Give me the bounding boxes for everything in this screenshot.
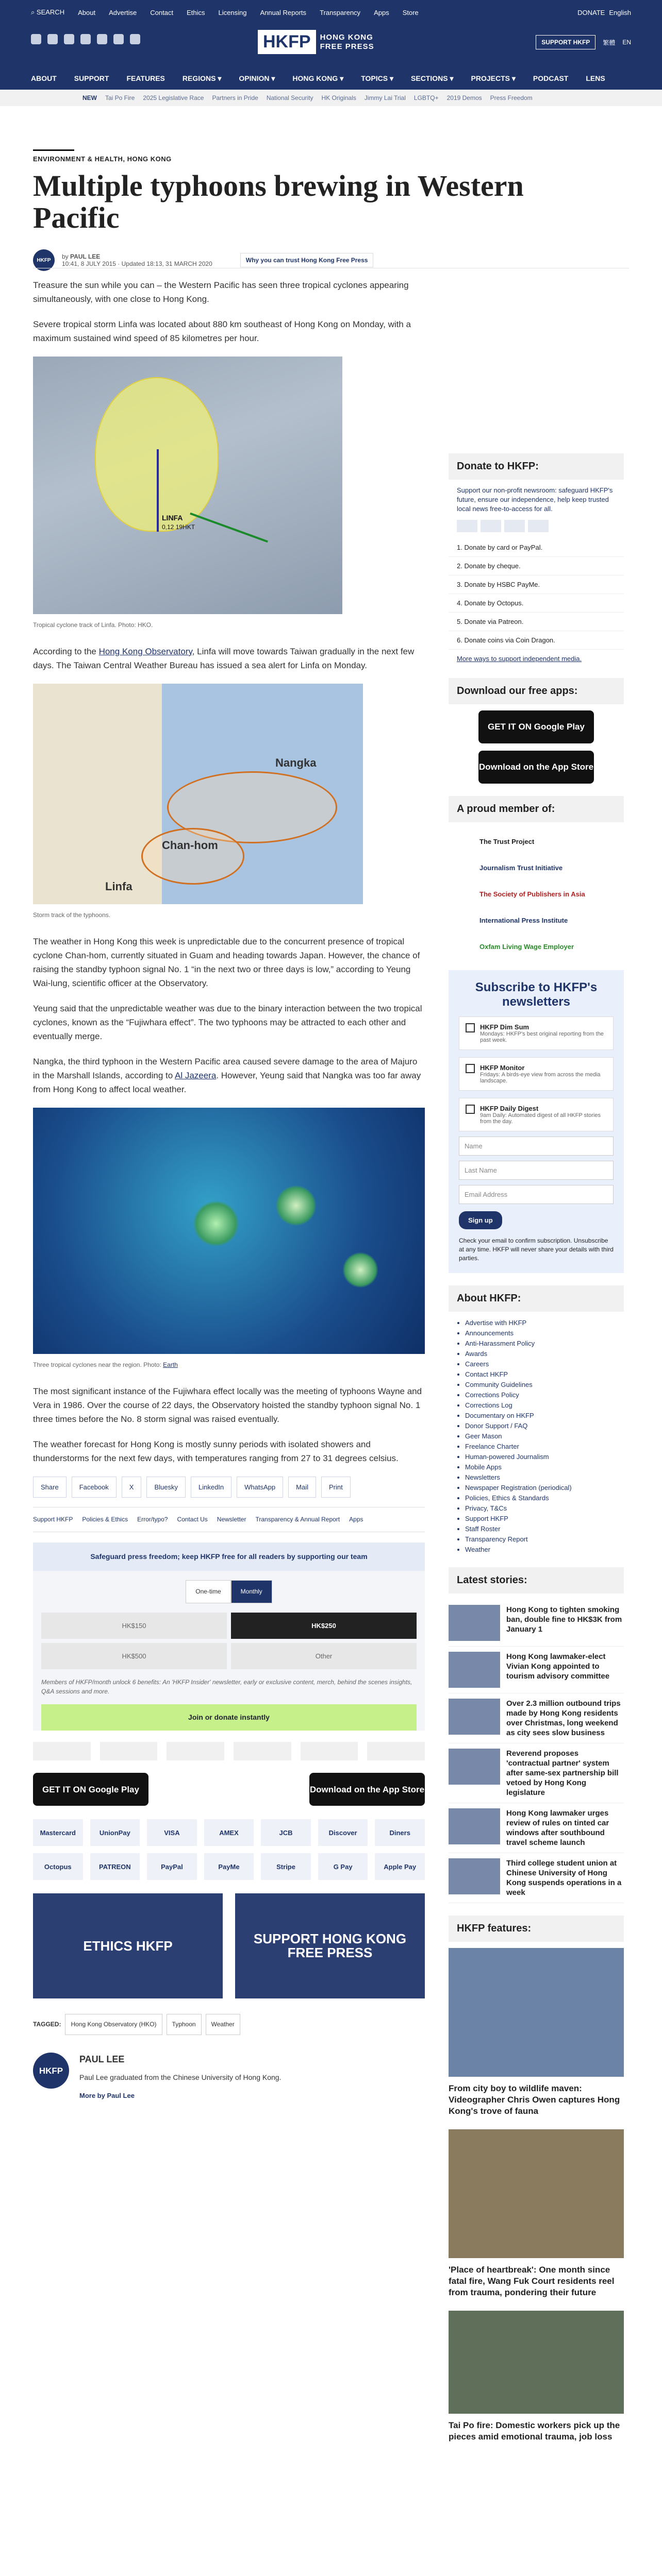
partner-logo[interactable] (301, 1742, 358, 1760)
lang-zh-link[interactable]: 繁體 (603, 39, 616, 46)
article-dates: 10:41, 8 JULY 2015 · Updated 18:13, 31 MARCH 2020 (62, 260, 212, 267)
story-thumbnail[interactable] (449, 1699, 500, 1735)
frequency-toggle (33, 1580, 425, 1603)
about-list (449, 1318, 624, 1555)
trending-link[interactable]: Jimmy Lai Trial (364, 94, 406, 101)
header-rule (33, 149, 74, 151)
monthly-tab[interactable]: Monthly (231, 1580, 272, 1603)
tags (33, 2014, 425, 2035)
top-link[interactable]: Apps (374, 8, 389, 16)
latest-heading: Latest stories: (449, 1567, 624, 1594)
paragraph: The weather in Hong Kong this week is unpredictable due to the concurrent presence of tropical cyclone Chan-hom, currently situated in Guam and heading towards Japan. However, the chance of raising the standby typhoon signal No. 1 “in the next two or three days is low,” according to Yeung Wai-lung, scientific officer at the Observatory. (33, 937, 420, 988)
promo-banners (33, 1893, 425, 1998)
rss-icon[interactable] (130, 34, 140, 44)
payment-logo: Diners (375, 1819, 425, 1846)
about-link[interactable]: • Donor Support / FAQ (465, 1421, 624, 1431)
menu-item[interactable]: PODCAST (533, 74, 569, 82)
app-store-button[interactable]: Download on the App Store (478, 751, 594, 784)
footer-link[interactable]: Apps (349, 1516, 363, 1523)
caption: Tropical cyclone track of Linfa. Photo: HKO. (33, 621, 153, 629)
author-avatar[interactable]: HKFP (33, 249, 55, 271)
footer-link[interactable]: Newsletter (217, 1516, 246, 1523)
whatsapp-share-button[interactable]: WhatsApp (237, 1477, 283, 1498)
feature-story[interactable]: 'Place of heartbreak': One month since fatal fire, Wang Fuk Court residents reel from trauma, pondering their future (449, 2129, 624, 2298)
donate-sidebar-heading: Donate to HKFP: (449, 453, 624, 480)
linkedin-share-button[interactable]: LinkedIn (191, 1477, 231, 1498)
trending-link[interactable]: Press Freedom (490, 94, 533, 101)
map-label: Linfa (105, 880, 133, 893)
member-benefits: Members of HKFP/month unlock 6 benefits: An 'HKFP Insider' newsletter, early or exclusive content, merch, behind the scenes insights, Q&A sessions and more. (41, 1679, 412, 1695)
payment-logo: JCB (261, 1819, 311, 1846)
article-body (33, 278, 425, 2103)
about-link[interactable]: • Policies, Ethics & Standards (465, 1493, 624, 1503)
paragraph: Nangka, the third typhoon in the Western Pacific area caused severe damage to the area of Majuro in the Marshall Islands, according to Al Jazeera. However, Yeung said that Nangka was too far away from Hong Kong to affect local weather. (33, 1057, 421, 1094)
mail-icon[interactable] (113, 34, 124, 44)
newsletter-option[interactable]: HKFP Monitor Fridays: A birds-eye view from across the media landscape. (459, 1057, 614, 1091)
card-logo (457, 520, 477, 532)
menu-item[interactable]: LENS (586, 74, 605, 82)
card-logo (528, 520, 549, 532)
about-link[interactable]: • Staff Roster (465, 1524, 624, 1534)
top-link[interactable]: Advertise (109, 8, 137, 16)
donate-ways (449, 538, 624, 650)
footer-link[interactable]: Transparency & Annual Report (255, 1516, 340, 1523)
top-link[interactable]: Transparency (320, 8, 361, 16)
name-field[interactable]: Name (459, 1137, 614, 1156)
about-link[interactable]: • Announcements (465, 1328, 624, 1338)
about-link[interactable]: • Newsletters (465, 1472, 624, 1483)
paragraph: Treasure the sun while you can – the Western Pacific has seen three tropical cyclones appearing simultaneously, with one close to Hong Kong. (33, 280, 409, 304)
checkbox[interactable] (466, 1023, 475, 1032)
top-link[interactable]: Ethics (187, 8, 205, 16)
email-field[interactable]: Email Address (459, 1185, 614, 1204)
about-link[interactable]: • Geer Mason (465, 1431, 624, 1442)
trending-label: NEW (82, 94, 97, 101)
bluesky-share-button[interactable]: Bluesky (146, 1477, 186, 1498)
payment-logo: Stripe (261, 1853, 311, 1880)
story-thumbnail[interactable] (449, 1858, 500, 1894)
figure-satellite (33, 1108, 425, 1372)
share-button[interactable]: Share (33, 1477, 67, 1498)
menu-item[interactable]: ABOUT (31, 74, 57, 82)
partner-logo[interactable] (367, 1742, 425, 1760)
latest-list (449, 1600, 624, 1903)
donate-box (33, 1543, 425, 1731)
google-play-button[interactable]: GET IT ON Google Play (478, 710, 594, 743)
amount-option[interactable]: HK$150 (41, 1613, 227, 1639)
author-bio-avatar[interactable]: HKFP (33, 2053, 69, 2089)
join-button[interactable]: Join or donate instantly (41, 1704, 417, 1731)
top-bar (0, 0, 662, 25)
app-store-button[interactable]: Download on the App Store (309, 1773, 425, 1806)
sign-up-button[interactable]: Sign up (459, 1211, 502, 1229)
article-category[interactable]: ENVIRONMENT & HEALTH, HONG KONG (33, 155, 172, 163)
tag[interactable]: Typhoon (167, 2014, 202, 2035)
payment-logo: PayMe (204, 1853, 254, 1880)
top-link[interactable]: Store (402, 8, 419, 16)
newsletter-option[interactable]: HKFP Dim Sum Mondays: HKFP's best original reporting from the past week. (459, 1016, 614, 1050)
payment-logo: PayPal (147, 1853, 197, 1880)
story-thumbnail[interactable] (449, 1605, 500, 1641)
feature-image[interactable] (449, 2129, 624, 2258)
member-logo[interactable]: The Trust Project (479, 838, 535, 845)
latest-story[interactable]: Hong Kong lawmaker urges review of rules on tinted car windows after southbound travel scheme launch (449, 1803, 624, 1853)
mail-share-button[interactable]: Mail (288, 1477, 316, 1498)
lang-link[interactable]: English (609, 8, 631, 16)
logo-line1: HONG KONG (320, 32, 373, 42)
about-link[interactable]: • Advertise with HKFP (465, 1318, 624, 1328)
top-link[interactable]: Licensing (218, 8, 247, 16)
about-heading: About HKFP: (449, 1285, 624, 1312)
latest-story[interactable]: Hong Kong to tighten smoking ban, double fine to HK$3K from January 1 (449, 1600, 624, 1647)
about-link[interactable]: • Community Guidelines (465, 1380, 624, 1390)
byline: HKFP by PAUL LEE 10:41, 8 JULY 2015 · Updated 18:13, 31 MARCH 2020 Why you can trust Hong Kong Free Press (33, 249, 629, 271)
about-link[interactable]: • Corrections Log (465, 1400, 624, 1411)
payment-logo: Apple Pay (375, 1853, 425, 1880)
about-link[interactable]: • Newspaper Registration (periodical) (465, 1483, 624, 1493)
google-play-button[interactable]: GET IT ON Google Play (33, 1773, 148, 1806)
linfa-track-map[interactable] (33, 357, 342, 614)
menu-item[interactable]: PROJECTS ▾ (471, 74, 516, 82)
feature-story[interactable]: From city boy to wildlife maven: Videographer Chris Owen captures Hong Kong's trove of fauna (449, 1948, 624, 2117)
latest-story[interactable]: Hong Kong lawmaker-elect Vivian Kong appointed to tourism advisory committee (449, 1647, 624, 1693)
paragraph: The weather forecast for Hong Kong is mostly sunny periods with isolated showers and thunderstorms for the next few days, with temperatures ranging from 27 to 31 degrees celsius. (33, 1439, 399, 1463)
payment-logo: Discover (318, 1819, 368, 1846)
about-link[interactable]: • Mobile Apps (465, 1462, 624, 1472)
tags-label: TAGGED: (33, 2021, 61, 2028)
about-link[interactable]: • Contact HKFP (465, 1369, 624, 1380)
partner-logo[interactable] (167, 1742, 224, 1760)
footer-links (33, 1507, 425, 1532)
payment-logo: VISA (147, 1819, 197, 1846)
story-thumbnail[interactable] (449, 1749, 500, 1785)
donate-sidebar-text[interactable]: Support our non-profit newsroom: safeguard HKFP's future, ensure our independence, help keep trusted local news free-to-access for all. (457, 486, 613, 513)
menu-item[interactable]: OPINION ▾ (239, 74, 275, 82)
map-label: 0,12 19HKT (162, 523, 195, 531)
story-thumbnail[interactable] (449, 1652, 500, 1688)
youtube-icon[interactable] (80, 34, 91, 44)
sidebar (449, 453, 624, 2455)
member-logo[interactable]: Journalism Trust Initiative (479, 864, 563, 872)
logo-line2: FREE PRESS (320, 42, 374, 51)
trending-link[interactable]: 2019 Demos (446, 94, 482, 101)
payment-methods (33, 1819, 425, 1880)
payment-logo: PATREON (90, 1853, 140, 1880)
partner-logo[interactable] (234, 1742, 291, 1760)
trending-link[interactable]: 2025 Legislative Race (143, 94, 204, 101)
main-navbar (0, 25, 662, 90)
newsletter-heading: Subscribe to HKFP's newsletters (475, 980, 598, 1009)
about-link[interactable]: • Privacy, T&Cs (465, 1503, 624, 1514)
about-link[interactable]: • Human-powered Journalism (465, 1452, 624, 1462)
menu-item[interactable]: FEATURES (126, 74, 165, 82)
donate-way[interactable]: 1. Donate by card or PayPal. (449, 538, 624, 557)
site-logo[interactable] (258, 30, 374, 54)
support-banner[interactable]: SUPPORT HONG KONG FREE PRESS (235, 1893, 425, 1998)
author-bio-name[interactable]: PAUL LEE (79, 2054, 125, 2064)
trending-link[interactable]: LGBTQ+ (413, 94, 439, 101)
main-menu (31, 74, 631, 83)
payment-logo: G Pay (318, 1853, 368, 1880)
paragraph: According to the Hong Kong Observatory, Linfa will move towards Taiwan gradually in the next few days. The Taiwan Central Weather Bureau has issued a sea alert for Linfa on Monday. (33, 647, 415, 670)
about-link[interactable]: • Anti-Harassment Policy (465, 1338, 624, 1349)
member-logo[interactable]: Oxfam Living Wage Employer (479, 943, 574, 951)
sidebar-app-buttons (449, 710, 624, 784)
menu-item[interactable]: SECTIONS ▾ (411, 74, 454, 82)
newsletter-box (449, 970, 624, 1273)
facebook-icon[interactable] (31, 34, 41, 44)
map-label: LINFA (162, 514, 183, 522)
al-jazeera-link[interactable]: Al Jazeera (174, 1071, 217, 1080)
more-by-author-link[interactable]: More by Paul Lee (79, 2092, 135, 2099)
more-ways-link[interactable]: More ways to support independent media. (457, 655, 582, 663)
features-heading: HKFP features: (449, 1916, 624, 1942)
menu-item[interactable]: HONG KONG ▾ (292, 74, 344, 82)
author-name[interactable]: PAUL LEE (70, 253, 101, 260)
amount-options (33, 1613, 425, 1669)
share-bar (33, 1477, 425, 1498)
trending-link[interactable]: HK Originals (321, 94, 356, 101)
donate-way[interactable]: 6. Donate coins via Coin Dragon. (449, 631, 624, 650)
storm-track-map[interactable] (33, 684, 363, 904)
trending-link[interactable]: National Security (266, 94, 313, 101)
member-logo[interactable]: The Society of Publishers in Asia (479, 890, 585, 898)
hko-link[interactable]: Hong Kong Observatory (98, 647, 192, 656)
feature-story[interactable]: Tai Po fire: Domestic workers pick up the pieces amid emotional trauma, job loss (449, 2311, 624, 2443)
partner-logo[interactable] (100, 1742, 158, 1760)
menu-item[interactable]: REGIONS ▾ (182, 74, 222, 82)
paragraph: Yeung said that the unpredictable weather was due to the binary interaction between the two tropical cyclones, known as the “Fujiwhara effect”. The two typhoons may be attracted to each other and eventually merge. (33, 1004, 422, 1041)
story-thumbnail[interactable] (449, 1808, 500, 1844)
payment-logo: Mastercard (33, 1819, 83, 1846)
donate-way[interactable]: 3. Donate by HSBC PayMe. (449, 575, 624, 594)
donate-heading: Safeguard press freedom; keep HKFP free for all readers by supporting our team (33, 1543, 425, 1571)
instagram-icon[interactable] (64, 34, 74, 44)
top-link[interactable]: Contact (150, 8, 174, 16)
lang-en-link[interactable]: EN (622, 39, 631, 46)
map-label: Chan-hom (162, 839, 218, 852)
x-icon[interactable] (47, 34, 58, 44)
social-icons (31, 34, 140, 44)
latest-story[interactable]: Reverend proposes 'contractual partner' system after same-sex partnership bill vetoed by Hong Kong legislature (449, 1743, 624, 1803)
partner-logo[interactable] (33, 1742, 91, 1760)
search-link[interactable]: ⌕ SEARCH (31, 8, 65, 16)
card-logos (449, 514, 624, 538)
map-label: Nangka (275, 756, 317, 769)
author-bio (33, 2053, 425, 2103)
about-link[interactable]: • Documentary on HKFP (465, 1411, 624, 1421)
checkbox[interactable] (466, 1064, 475, 1073)
member-list (449, 828, 624, 960)
caption: Storm track of the typhoons. (33, 911, 111, 919)
threads-icon[interactable] (97, 34, 107, 44)
trending-link[interactable]: Tai Po Fire (105, 94, 135, 101)
donate-link[interactable]: DONATE (577, 8, 605, 16)
about-link[interactable]: • Freelance Charter (465, 1442, 624, 1452)
card-logo (504, 520, 525, 532)
ethics-banner[interactable]: ETHICS HKFP (33, 1893, 223, 1998)
amount-option-selected[interactable]: HK$250 (231, 1613, 417, 1639)
earth-link[interactable]: Earth (163, 1361, 178, 1368)
about-link[interactable]: • Transparency Report (465, 1534, 624, 1545)
about-link[interactable]: • Awards (465, 1349, 624, 1359)
payment-logo: UnionPay (90, 1819, 140, 1846)
newsletter-note: Check your email to confirm subscription. Unsubscribe at any time. HKFP will never share your details with third parties. (459, 1237, 614, 1262)
payment-logo: Octopus (33, 1853, 83, 1880)
member-logo[interactable]: International Press Institute (479, 917, 568, 924)
figure-linfa-track (33, 357, 425, 632)
figure-storm-tracks (33, 684, 425, 922)
footer-link[interactable]: Error/typo? (137, 1516, 168, 1523)
paragraph: Severe tropical storm Linfa was located about 880 km southeast of Hong Kong on Monday, with a maximum sustained wind speed of 85 kilometres per hour. (33, 319, 411, 343)
trending-link[interactable]: Partners in Pride (212, 94, 258, 101)
amount-option[interactable]: HK$500 (41, 1643, 227, 1669)
about-link[interactable]: • Support HKFP (465, 1514, 624, 1524)
about-link[interactable]: • Careers (465, 1359, 624, 1369)
footer-link[interactable]: Policies & Ethics (82, 1516, 128, 1523)
article-header (33, 149, 629, 271)
member-heading: A proud member of: (449, 796, 624, 822)
footer-link[interactable]: Contact Us (177, 1516, 208, 1523)
card-logo (481, 520, 501, 532)
menu-item[interactable]: TOPICS ▾ (361, 74, 394, 82)
newsletter-option[interactable]: HKFP Daily Digest 9am Daily: Automated digest of all HKFP stories from the day. (459, 1098, 614, 1131)
donate-way[interactable]: 4. Donate by Octopus. (449, 594, 624, 613)
payment-logo: AMEX (204, 1819, 254, 1846)
caption: Three tropical cyclones near the region. Photo: Earth (33, 1361, 178, 1368)
author-bio-text: Paul Lee graduated from the Chinese University of Hong Kong. (79, 2073, 282, 2081)
donate-way[interactable]: 2. Donate by cheque. (449, 557, 624, 575)
trending-bar (0, 90, 662, 106)
latest-story[interactable]: Over 2.3 million outbound trips made by Hong Kong residents over Christmas, long weekend as city sees slow business (449, 1693, 624, 1743)
checkbox[interactable] (466, 1105, 475, 1114)
donate-way[interactable]: 5. Donate via Patreon. (449, 613, 624, 631)
partner-logos (33, 1742, 425, 1760)
support-hkfp-button[interactable]: SUPPORT HKFP (536, 35, 595, 49)
x-share-button[interactable]: X (122, 1477, 142, 1498)
feature-image[interactable] (449, 2311, 624, 2414)
facebook-share-button[interactable]: Facebook (72, 1477, 117, 1498)
about-link[interactable]: • Weather (465, 1545, 624, 1555)
last-name-field[interactable]: Last Name (459, 1161, 614, 1180)
paragraph: The most significant instance of the Fujiwhara effect locally was the meeting of typhoons Wayne and Vera in 1986. Over the course of 22 days, the Observatory hoisted the standby typhoon signal No. 1 three times before the No. 8 storm signal was raised eventually. (33, 1386, 422, 1424)
about-link[interactable]: • Corrections Policy (465, 1390, 624, 1400)
article-title: Multiple typhoons brewing in Western Pacific (33, 169, 524, 234)
amount-option[interactable]: Other (231, 1643, 417, 1669)
print-button[interactable]: Print (321, 1477, 351, 1498)
one-time-tab[interactable]: One-time (186, 1580, 230, 1603)
tag[interactable]: Hong Kong Observatory (HKO) (65, 2014, 162, 2035)
feature-image[interactable] (449, 1948, 624, 2077)
latest-story[interactable]: Third college student union at Chinese University of Hong Kong suspends operations in a week (449, 1853, 624, 1903)
tag[interactable]: Weather (206, 2014, 240, 2035)
menu-item[interactable]: SUPPORT (74, 74, 109, 82)
apps-heading: Download our free apps: (449, 678, 624, 704)
logo-mark: HKFP (258, 30, 316, 54)
top-link[interactable]: Annual Reports (260, 8, 307, 16)
trust-link[interactable]: Why you can trust Hong Kong Free Press (240, 253, 374, 267)
app-buttons (33, 1773, 425, 1806)
footer-link[interactable]: Support HKFP (33, 1516, 73, 1523)
satellite-image[interactable] (33, 1108, 425, 1354)
top-link[interactable]: About (78, 8, 96, 16)
